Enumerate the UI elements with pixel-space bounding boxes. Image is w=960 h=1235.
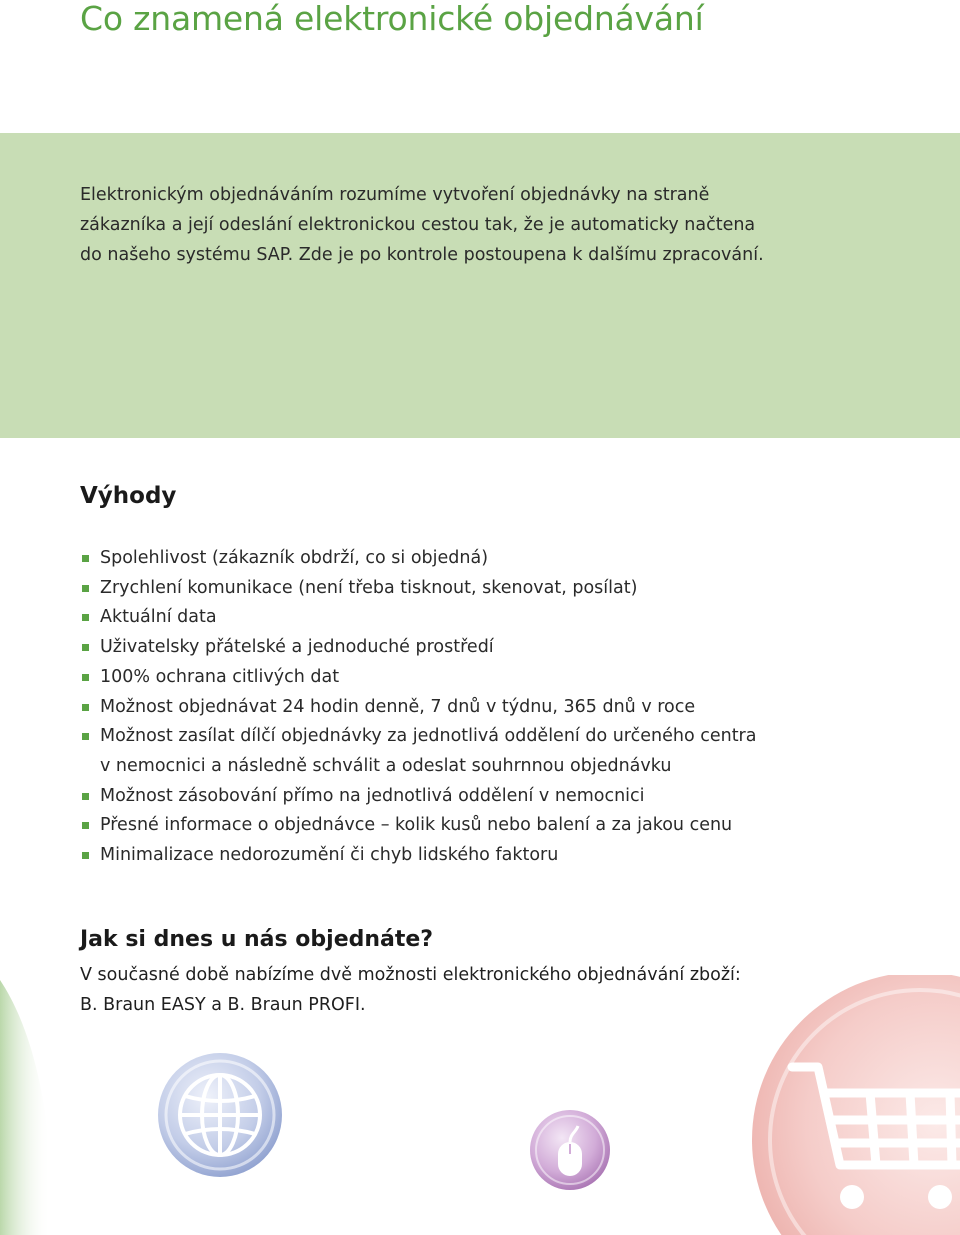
benefit-item <box>80 663 900 693</box>
benefit-item <box>80 811 900 841</box>
shopping-cart-icon <box>730 975 960 1235</box>
benefit-text: Možnost objednávat 24 hodin denně, 7 dnů v týdnu, 365 dnů v roce <box>100 696 696 717</box>
benefit-text: Minimalizace nedorozumění či chyb lidského faktoru <box>100 845 559 866</box>
bullet-square-icon <box>82 704 89 711</box>
intro-line: Elektronickým objednáváním rozumíme vytvoření objednávky na straně <box>80 185 710 205</box>
benefit-text: v nemocnici a následně schválit a odeslat souhrnnou objednávku <box>100 755 672 776</box>
mouse-icon <box>528 1108 612 1192</box>
benefits-heading: Výhody <box>80 483 177 509</box>
bullet-square-icon <box>82 793 89 800</box>
benefit-item <box>80 722 900 781</box>
benefit-text: Možnost zasílat dílčí objednávky za jednotlivá oddělení do určeného centra <box>100 726 757 747</box>
bullet-square-icon <box>82 733 89 740</box>
intro-panel <box>0 133 960 438</box>
benefit-text: Přesné informace o objednávce – kolik kusů nebo balení a za jakou cenu <box>100 815 733 836</box>
benefit-text: Spolehlivost (zákazník obdrží, co si objedná) <box>100 548 489 568</box>
bullet-square-icon <box>82 614 89 621</box>
benefit-item <box>80 574 900 604</box>
howto-line: B. Braun EASY a B. Braun PROFI. <box>80 995 366 1015</box>
benefit-text: Aktuální data <box>100 607 217 628</box>
benefits-list <box>80 544 900 871</box>
benefit-text: Možnost zásobování přímo na jednotlivá oddělení v nemocnici <box>100 785 645 806</box>
benefit-item <box>80 841 900 871</box>
bullet-square-icon <box>82 852 89 859</box>
bullet-square-icon <box>82 822 89 829</box>
globe-icon <box>155 1050 285 1180</box>
bullet-square-icon <box>82 644 89 651</box>
howto-heading: Jak si dnes u nás objednáte? <box>80 927 434 952</box>
intro-paragraph <box>80 180 800 270</box>
bullet-square-icon <box>82 674 89 681</box>
benefit-item <box>80 693 900 723</box>
intro-line: do našeho systému SAP. Zde je po kontrole postoupena k dalšímu zpracování. <box>80 245 764 265</box>
howto-paragraph <box>80 960 741 1020</box>
left-decorative-arc <box>0 980 60 1235</box>
bullet-square-icon <box>82 555 89 562</box>
intro-line: zákazníka a její odeslání elektronickou cestou tak, že je automaticky načtena <box>80 215 756 235</box>
benefit-item <box>80 544 900 574</box>
howto-line: V současné době nabízíme dvě možnosti elektronického objednávání zboží: <box>80 965 741 985</box>
benefit-item <box>80 633 900 663</box>
benefit-text: 100% ochrana citlivých dat <box>100 666 340 687</box>
benefit-text: Zrychlení komunikace (není třeba tisknout, skenovat, posílat) <box>100 577 638 598</box>
benefit-item <box>80 603 900 633</box>
benefit-item <box>80 782 900 812</box>
benefit-text: Uživatelsky přátelské a jednoduché prostředí <box>100 637 494 658</box>
bullet-square-icon <box>82 585 89 592</box>
page-title: Co znamená elektronické objednávání <box>80 0 704 38</box>
